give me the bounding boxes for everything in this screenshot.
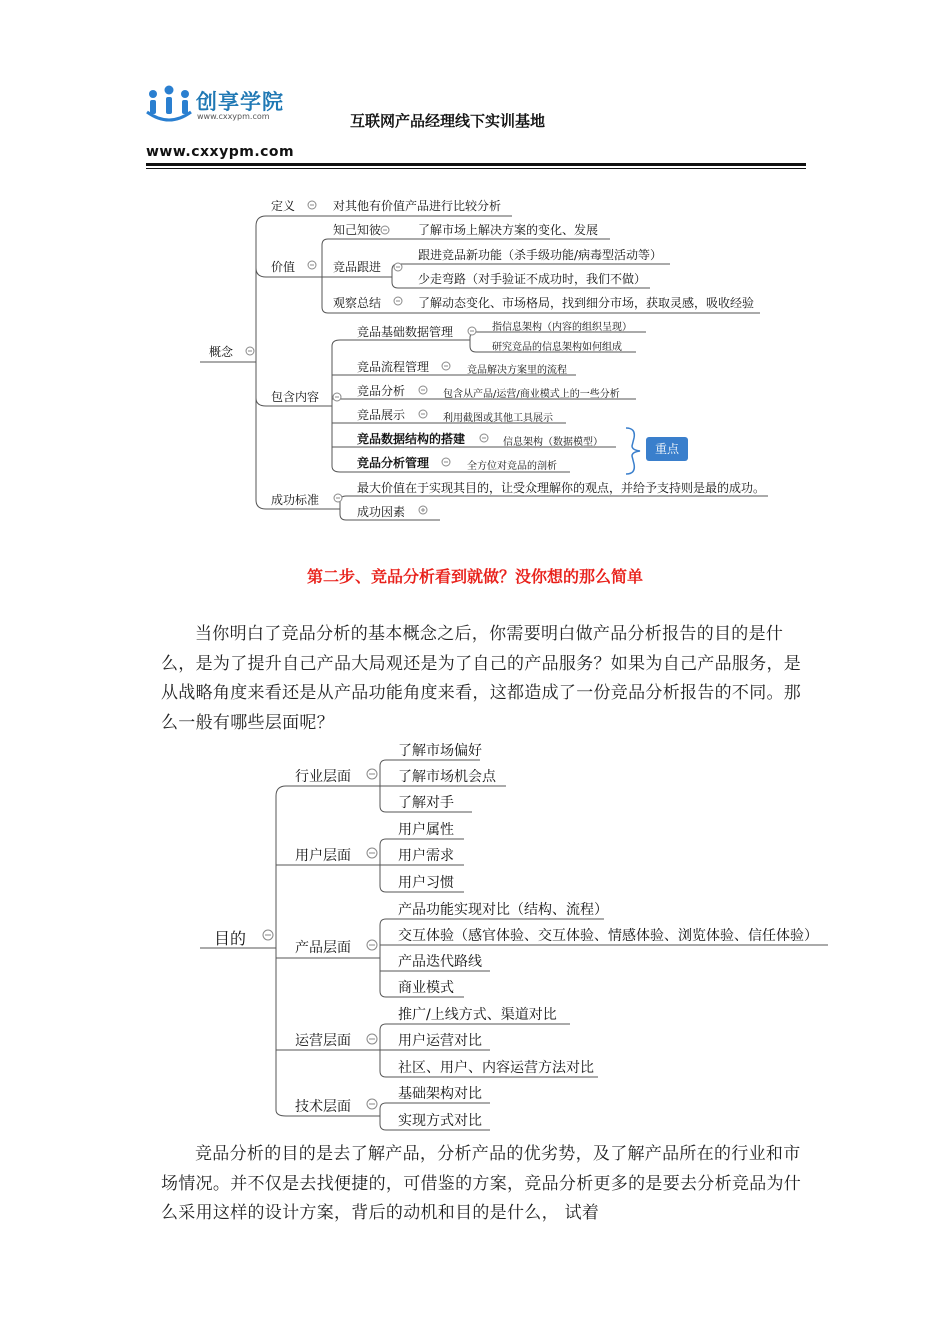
mm1-node-shuju: 竞品数据结构的搭建 [357, 432, 466, 446]
mm1-node-jiazhi: 价值 [271, 260, 296, 274]
mm2-leaf-yonghu-1: 用户属性 [398, 822, 454, 838]
key-point-badge: 重点 [646, 437, 688, 461]
mm2-node-chanpin: 产品层面 [295, 940, 351, 956]
mm1-root: 概念 [209, 345, 234, 359]
header-title: 互联网产品经理线下实训基地 [350, 112, 546, 130]
mm1-leaf-jichu-2: 研究竞品的信息架构如何组成 [492, 342, 622, 353]
mm1-node-yinsu: 成功因素 [357, 505, 406, 519]
mm1-leaf-genjin-2: 少走弯路（对手验证不成功时，我们不做） [418, 272, 647, 286]
section-heading: 第二步、竞品分析看到就做？没你想的那么简单 [306, 567, 643, 586]
mm2-leaf-chanpin-4: 商业模式 [398, 980, 454, 996]
paragraph-intro: 当你明白了竞品分析的基本概念之后，你需要明白做产品分析报告的目的是什么，是为了提升自己产品大局观还是为了自己的产品服务？如果为自己产品服务，是从战略角度来看还是从产品功能角度来看，这都造成了一份竞品分析报告的不同。那么一般有哪些层面呢？ [161, 624, 802, 733]
mm2-node-yonghu: 用户层面 [295, 848, 351, 864]
mm1-node-guancha: 观察总结 [333, 296, 382, 310]
mm1-node-dingyi: 定义 [271, 199, 296, 213]
mm1-leaf-shuju: 信息架构（数据模型） [503, 437, 603, 448]
mm1-node-baohan: 包含内容 [271, 390, 320, 404]
mm2-node-yunying: 运营层面 [295, 1033, 351, 1049]
mm1-leaf-chenggong: 最大价值在于实现其目的，让受众理解你的观点，并给予支持则是最的成功。 [357, 481, 766, 495]
mm1-node-fenxi: 竞品分析 [357, 384, 406, 398]
mm2-node-jishu: 技术层面 [295, 1099, 351, 1115]
logo-url: www.cxxypm.com [197, 112, 270, 121]
mm1-leaf-zhiji: 了解市场上解决方案的变化、发展 [418, 223, 599, 237]
mm2-leaf-hangye-3: 了解对手 [398, 795, 454, 811]
site-url[interactable]: www.cxxypm.com [146, 144, 295, 160]
mm1-leaf-liucheng: 竞品解决方案里的流程 [467, 365, 567, 376]
mm1-leaf-zhanshi: 利用截图或其他工具展示 [443, 413, 553, 424]
mm2-leaf-yonghu-2: 用户需求 [398, 848, 454, 864]
mm2-leaf-hangye-2: 了解市场机会点 [398, 769, 496, 785]
mm1-node-chenggong: 成功标准 [271, 493, 320, 507]
mm2-leaf-chanpin-3: 产品迭代路线 [398, 954, 482, 970]
mm1-node-liucheng: 竞品流程管理 [357, 360, 430, 374]
mm2-leaf-yunying-2: 用户运营对比 [398, 1033, 482, 1049]
paragraph-purpose: 竞品分析的目的是去了解产品，分析产品的优劣势，及了解产品所在的行业和市场情况。并不仅是去找便捷的，可借鉴的方案，竞品分析更多的是要去分析竞品为什么采用这样的设计方案，背后的动机和目的是什么， 试着 [161, 1144, 802, 1223]
mm2-root: 目的 [214, 929, 247, 948]
mm2-leaf-yonghu-3: 用户习惯 [398, 875, 454, 891]
logo-name: 创享学院 [196, 90, 284, 114]
mm2-leaf-chanpin-2: 交互体验（感官体验、交互体验、情感体验、浏览体验、信任体验） [398, 928, 818, 944]
mm2-node-hangye: 行业层面 [295, 769, 351, 785]
mm1-node-zhiji: 知己知彼 [333, 223, 382, 237]
mm2-leaf-chanpin-1: 产品功能实现对比（结构、流程） [398, 902, 608, 918]
mm2-leaf-jishu-1: 基础架构对比 [398, 1086, 482, 1102]
mm1-node-guanli: 竞品分析管理 [357, 456, 430, 470]
mm1-leaf-guancha: 了解动态变化、市场格局，找到细分市场，获取灵感，吸收经验 [418, 296, 755, 310]
mm1-leaf-fenxi: 包含从产品/运营/商业模式上的一些分析 [443, 389, 620, 400]
mm2-leaf-yunying-3: 社区、用户、内容运营方法对比 [398, 1060, 594, 1076]
mm2-leaf-hangye-1: 了解市场偏好 [398, 743, 482, 759]
mm2-leaf-jishu-2: 实现方式对比 [398, 1113, 482, 1129]
mm2-leaf-yunying-1: 推广/上线方式、渠道对比 [398, 1007, 557, 1023]
mm1-leaf-guanli: 全方位对竞品的剖析 [467, 461, 557, 472]
mm1-leaf-jichu-1: 指信息架构（内容的组织呈现） [492, 322, 632, 333]
mm1-node-zhanshi: 竞品展示 [357, 408, 406, 422]
mm1-leaf-genjin-1: 跟进竞品新功能（杀手级功能/病毒型活动等） [418, 248, 663, 262]
mm1-node-jichu: 竞品基础数据管理 [357, 325, 454, 339]
mm1-node-genjin: 竞品跟进 [333, 260, 382, 274]
mm1-leaf-dingyi: 对其他有价值产品进行比较分析 [333, 199, 502, 213]
